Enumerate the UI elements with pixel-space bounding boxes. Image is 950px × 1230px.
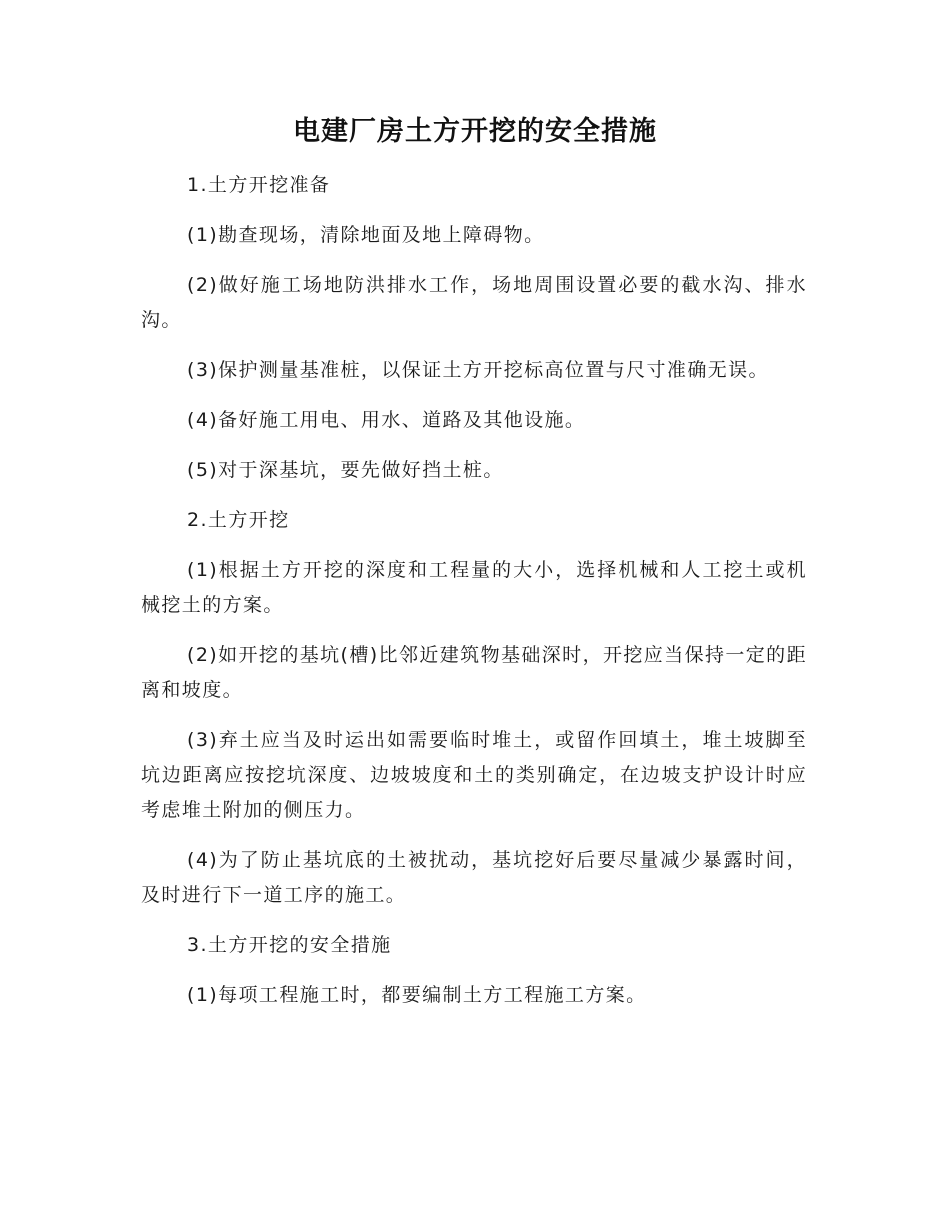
paragraph-item: (2)如开挖的基坑(槽)比邻近建筑物基础深时，开挖应当保持一定的距离和坡度。 bbox=[141, 644, 807, 701]
paragraph-item: (4)备好施工用电、用水、道路及其他设施。 bbox=[187, 409, 586, 431]
paragraph-item: (3)弃土应当及时运出如需要临时堆土，或留作回填土，堆土坡脚至坑边距离应按挖坑深度、边坡坡度和土的类别确定，在边坡支护设计时应考虑堆土附加的侧压力。 bbox=[141, 729, 807, 821]
paragraph-item: (4)为了防止基坑底的土被扰动，基坑挖好后要尽量减少暴露时间，及时进行下一道工序的施工。 bbox=[141, 849, 807, 906]
paragraph-item: (1)每项工程施工时，都要编制土方工程施工方案。 bbox=[187, 984, 647, 1006]
paragraph-item: (1)根据土方开挖的深度和工程量的大小，选择机械和人工挖土或机械挖土的方案。 bbox=[141, 559, 807, 616]
document-body bbox=[141, 168, 807, 1028]
document-title: 电建厂房土方开挖的安全措施 bbox=[293, 116, 657, 147]
paragraph-item: (3)保护测量基准桩，以保证土方开挖标高位置与尺寸准确无误。 bbox=[187, 359, 769, 381]
section-heading-preparation: 1.土方开挖准备 bbox=[187, 174, 331, 196]
section-heading-excavation: 2.土方开挖 bbox=[187, 509, 290, 531]
paragraph-item: (1)勘查现场，清除地面及地上障碍物。 bbox=[187, 224, 545, 246]
paragraph-item: (2)做好施工场地防洪排水工作，场地周围设置必要的截水沟、排水沟。 bbox=[141, 274, 807, 331]
paragraph-item: (5)对于深基坑，要先做好挡土桩。 bbox=[187, 459, 504, 481]
section-heading-safety: 3.土方开挖的安全措施 bbox=[187, 934, 392, 956]
